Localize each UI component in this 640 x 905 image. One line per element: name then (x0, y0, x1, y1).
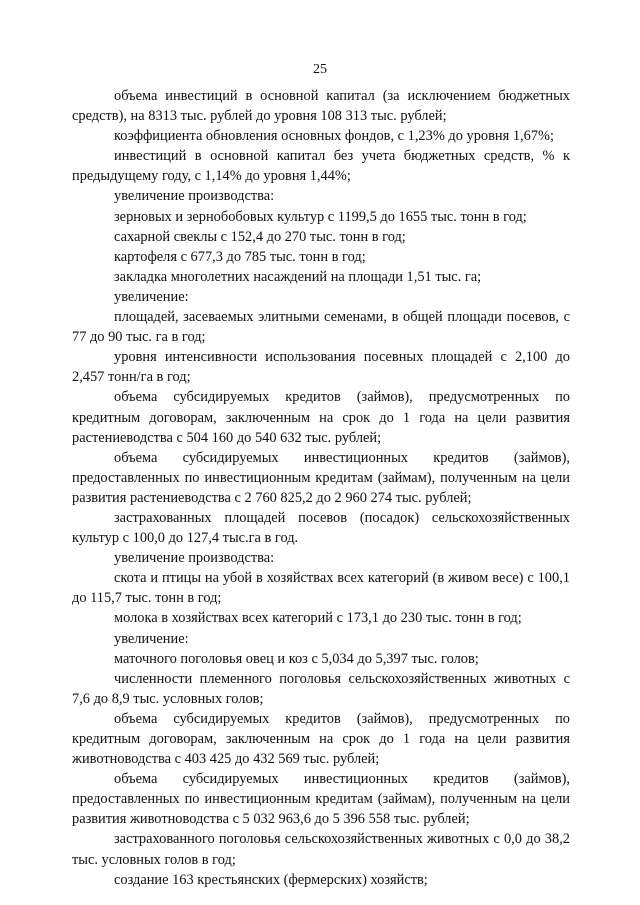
paragraph: объема субсидируемых инвестиционных кредитов (займов), предоставленных по инвестиционным кредитам (займам), полученным на цели развития растениеводства с 2 760 825,2 до 2 960 274 тыс. рублей; (72, 449, 570, 506)
paragraph: маточного поголовья овец и коз с 5,034 до 5,397 тыс. голов; (114, 650, 479, 667)
paragraph: застрахованных площадей посевов (посадок) сельскохозяйственных культур с 100,0 до 127,4 тыс.га в год. (72, 509, 570, 547)
paragraph: молока в хозяйствах всех категорий с 173,1 до 230 тыс. тонн в год; (114, 610, 522, 627)
paragraph: увеличение: (114, 630, 189, 647)
paragraph: площадей, засеваемых элитными семенами, в общей площади посевов, с 77 до 90 тыс. га в год; (72, 309, 570, 346)
paragraph: закладка многолетних насаждений на площади 1,51 тыс. га; (114, 268, 482, 285)
paragraph: скота и птицы на убой в хозяйствах всех категорий (в живом весе) с 100,1 до 115,7 тыс. тонн в год; (72, 570, 570, 607)
page-number: 25 (313, 62, 327, 77)
paragraph: увеличение производства: (114, 188, 275, 205)
paragraph: застрахованного поголовья сельскохозяйственных животных с 0,0 до 38,2 тыс. условных голов в год; (72, 831, 570, 868)
paragraph: коэффициента обновления основных фондов, с 1,23% до уровня 1,67%; (114, 128, 554, 145)
paragraph: объема субсидируемых кредитов (займов), предусмотренных по кредитным договорам, заключенным на срок до 1 года на цели развития животноводства с 403 425 до 432 569 тыс. рублей; (72, 710, 570, 768)
paragraph: зерновых и зернобобовых культур с 1199,5 до 1655 тыс. тонн в год; (114, 208, 527, 225)
paragraph: создание 163 крестьянских (фермерских) хозяйств; (114, 871, 428, 888)
paragraph: сахарной свеклы с 152,4 до 270 тыс. тонн в год; (114, 228, 406, 245)
paragraph: инвестиций в основной капитал без учета бюджетных средств, % к предыдущему году, с 1,14% до уровня 1,44%; (72, 148, 570, 185)
paragraph: объема инвестиций в основной капитал (за исключением бюджетных средств), на 8313 тыс. рублей до уровня 108 313 тыс. рублей; (72, 88, 570, 125)
paragraph: объема субсидируемых инвестиционных кредитов (займов), предоставленных по инвестиционным кредитам (займам), полученным на цели развития животноводства с 5 032 963,6 до 5 396 558 тыс. рублей; (72, 771, 570, 828)
paragraph: уровня интенсивности использования посевных площадей с 2,100 до 2,457 тонн/га в год; (72, 349, 570, 386)
paragraph: увеличение: (114, 288, 189, 305)
paragraph: картофеля с 677,3 до 785 тыс. тонн в год; (114, 248, 366, 265)
paragraph: объема субсидируемых кредитов (займов), предусмотренных по кредитным договорам, заключенным на срок до 1 года на цели развития растениеводства с 504 160 до 540 632 тыс. рублей; (72, 389, 570, 446)
paragraph: увеличение производства: (114, 550, 275, 567)
paragraph: численности племенного поголовья сельскохозяйственных животных с 7,6 до 8,9 тыс. условных голов; (72, 670, 570, 707)
document-body (72, 86, 570, 890)
